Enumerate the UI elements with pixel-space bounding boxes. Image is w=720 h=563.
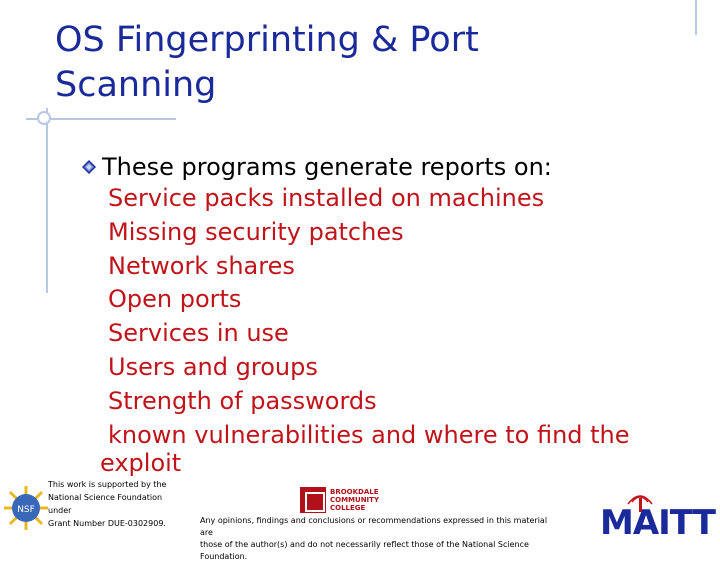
support-statement [48, 478, 188, 530]
slide-title [55, 18, 655, 108]
main-bullet-text: These programs generate reports on: [102, 153, 552, 181]
sub-item-list [108, 182, 630, 452]
maitt-logo-text: MAITT [600, 503, 715, 543]
disclaimer-line: those of the author(s) and do not necessarily reflect those of the National Science Foundation. [200, 540, 529, 561]
college-line: COLLEGE [330, 504, 366, 512]
slide-title-line2: Scanning [55, 65, 217, 105]
maitt-logo [600, 488, 715, 543]
nsf-logo-text: NSF [17, 505, 35, 515]
diamond-bullet-icon [82, 160, 96, 174]
disclaimer [200, 515, 560, 563]
support-line: This work is supported by the [48, 480, 167, 489]
list-item: Network shares [108, 251, 295, 280]
list-item: Missing security patches [108, 217, 404, 246]
college-line: BROOKDALE [330, 488, 379, 496]
decorative-ring [37, 111, 51, 125]
list-item: Strength of passwords [108, 386, 377, 415]
disclaimer-line: Any opinions, findings and conclusions or recommendations expressed in this material are [200, 516, 548, 537]
list-item: known vulnerabilities and where to find the [108, 420, 630, 449]
list-item: Users and groups [108, 352, 318, 381]
decorative-right-line [695, 0, 697, 35]
list-item-continuation: exploit [100, 449, 182, 477]
decorative-vertical-line [46, 108, 48, 293]
college-line: COMMUNITY [330, 496, 380, 504]
support-line: Grant Number DUE-0302909. [48, 519, 166, 528]
brookdale-logo [300, 486, 386, 514]
main-bullet [82, 152, 552, 182]
support-line: National Science Foundation under [48, 493, 163, 515]
nsf-logo [4, 486, 48, 530]
list-item: Services in use [108, 319, 289, 348]
brookdale-mark-icon [300, 487, 326, 513]
list-item: Service packs installed on machines [108, 184, 545, 212]
slide-title-line1: OS Fingerprinting & Port [55, 20, 479, 60]
list-item: Open ports [108, 285, 242, 314]
